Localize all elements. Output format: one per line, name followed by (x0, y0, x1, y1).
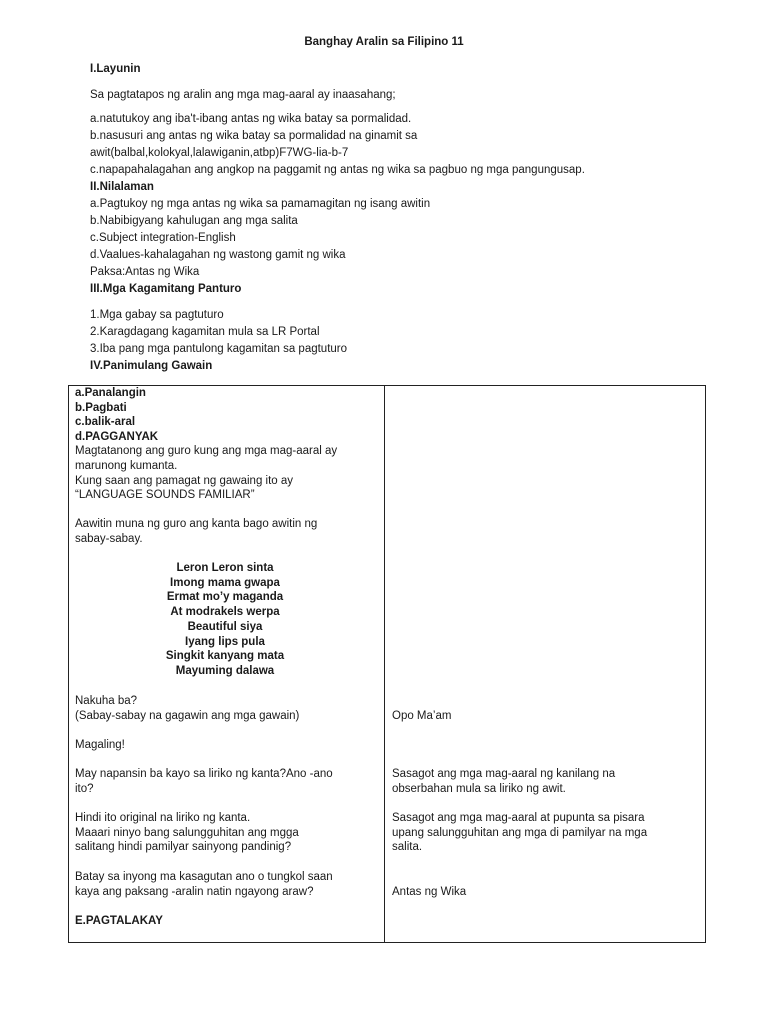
pagganyak-line-2: marunong kumanta. (75, 460, 178, 472)
nilalaman-item-d: d.Vaalues-kahalagahan ng wastong gamit ng wika (90, 249, 346, 261)
table-column-divider (384, 386, 385, 942)
awitin-line-1: Aawitin muna ng guro ang kanta bago awitin ng (75, 518, 318, 531)
step-pagganyak: d.PAGGANYAK (75, 430, 159, 443)
song-line: Iyang lips pula (185, 635, 265, 648)
response-sasagot-2-line-3: salita. (392, 841, 423, 854)
response-sasagot-1-line-2: obserbahan mula sa liriko ng awit. (392, 782, 566, 795)
magaling-text: Magaling! (75, 739, 125, 751)
panimulang-heading: IV.Panimulang Gawain (90, 360, 213, 372)
response-sasagot-2-line-1: Sasagot ang mga mag-aaral at pupunta sa pisara (392, 812, 645, 824)
song-line: Mayuming dalawa (175, 664, 275, 677)
kagamitan-heading: III.Mga Kagamitang Panturo (90, 283, 242, 295)
response-antas: Antas ng Wika (392, 885, 467, 898)
response-sasagot-1-line-1: Sasagot ang mga mag-aaral ng kanilang na (392, 768, 616, 780)
hindi-line-1: Hindi ito original na liriko ng kanta. (75, 812, 251, 824)
hindi-line-3: salitang hindi pamilyar sainyong pandinig? (75, 841, 292, 854)
kagamitan-item-2: 2.Karagdagang kagamitan mula sa LR Portal (90, 326, 320, 338)
kagamitan-item-3: 3.Iba pang mga pantulong kagamitan sa pagtuturo (90, 343, 348, 355)
napansin-line-1: May napansin ba kayo sa liriko ng kanta?Ano -ano (75, 768, 333, 780)
response-opo: Opo Ma’am (392, 709, 452, 722)
document-title: Banghay Aralin sa Filipino 11 (304, 36, 464, 48)
song-line: At modrakels werpa (170, 606, 280, 619)
nilalaman-item-c: c.Subject integration-English (90, 232, 236, 244)
step-balik-aral: c.balik-aral (75, 416, 136, 429)
song-line: Imong mama gwapa (170, 576, 280, 589)
layunin-heading: I.Layunin (90, 63, 141, 75)
response-sasagot-2-line-2: upang salungguhitan ang mga di pamilyar na mga (392, 826, 648, 839)
layunin-item-b: b.nasusuri ang antas ng wika batay sa pormalidad na ginamit sa (90, 130, 418, 142)
batay-line-1: Batay sa inyong ma kasagutan ano o tungkol saan (75, 871, 333, 883)
step-pagbati: b.Pagbati (75, 401, 127, 414)
pagganyak-line-3: Kung saan ang pamagat ng gawaing ito ay (75, 474, 294, 487)
song-line: Beautiful siya (187, 620, 263, 633)
napansin-line-2: ito? (75, 782, 94, 795)
nakuha-line-1: Nakuha ba? (75, 695, 138, 707)
layunin-item-c: c.napapahalagahan ang angkop na paggamit ng antas ng wika sa pagbuo ng mga pangungusap. (90, 164, 585, 176)
nilalaman-item-b: b.Nabibigyang kahulugan ang mga salita (90, 215, 298, 227)
nakuha-line-2: (Sabay-sabay na gagawin ang mga gawain) (75, 709, 300, 722)
nilalaman-heading: II.Nilalaman (90, 181, 154, 193)
step-panalangin: a.Panalangin (75, 387, 146, 399)
kagamitan-item-1: 1.Mga gabay sa pagtuturo (90, 309, 224, 321)
song-line: Ermat mo’y maganda (166, 591, 284, 604)
hindi-line-2: Maaari ninyo bang salungguhitan ang mgga (75, 826, 299, 839)
activity-table (68, 385, 706, 943)
song-line: Leron Leron sinta (176, 562, 274, 574)
pagganyak-line-4: “LANGUAGE SOUNDS FAMILIAR” (75, 489, 255, 502)
nilalaman-paksa: Paksa:Antas ng Wika (90, 266, 200, 278)
batay-line-2: kaya ang paksang -aralin natin ngayong araw? (75, 885, 314, 898)
awitin-line-2: sabay-sabay. (75, 533, 143, 545)
layunin-item-b-cont: awit(balbal,kolokyal,lalawiganin,atbp)F7WG-lia-b-7 (90, 147, 349, 159)
layunin-intro: Sa pagtatapos ng aralin ang mga mag-aaral ay inaasahang; (90, 89, 396, 101)
pagganyak-line-1: Magtatanong ang guro kung ang mga mag-aaral ay (75, 445, 338, 458)
layunin-item-a: a.natutukoy ang iba't-ibang antas ng wika batay sa pormalidad. (90, 113, 412, 125)
pagtalakay-heading: E.PAGTALAKAY (75, 915, 163, 927)
nilalaman-item-a: a.Pagtukoy ng mga antas ng wika sa pamamagitan ng isang awitin (90, 198, 431, 210)
song-line: Singkit kanyang mata (165, 650, 285, 663)
